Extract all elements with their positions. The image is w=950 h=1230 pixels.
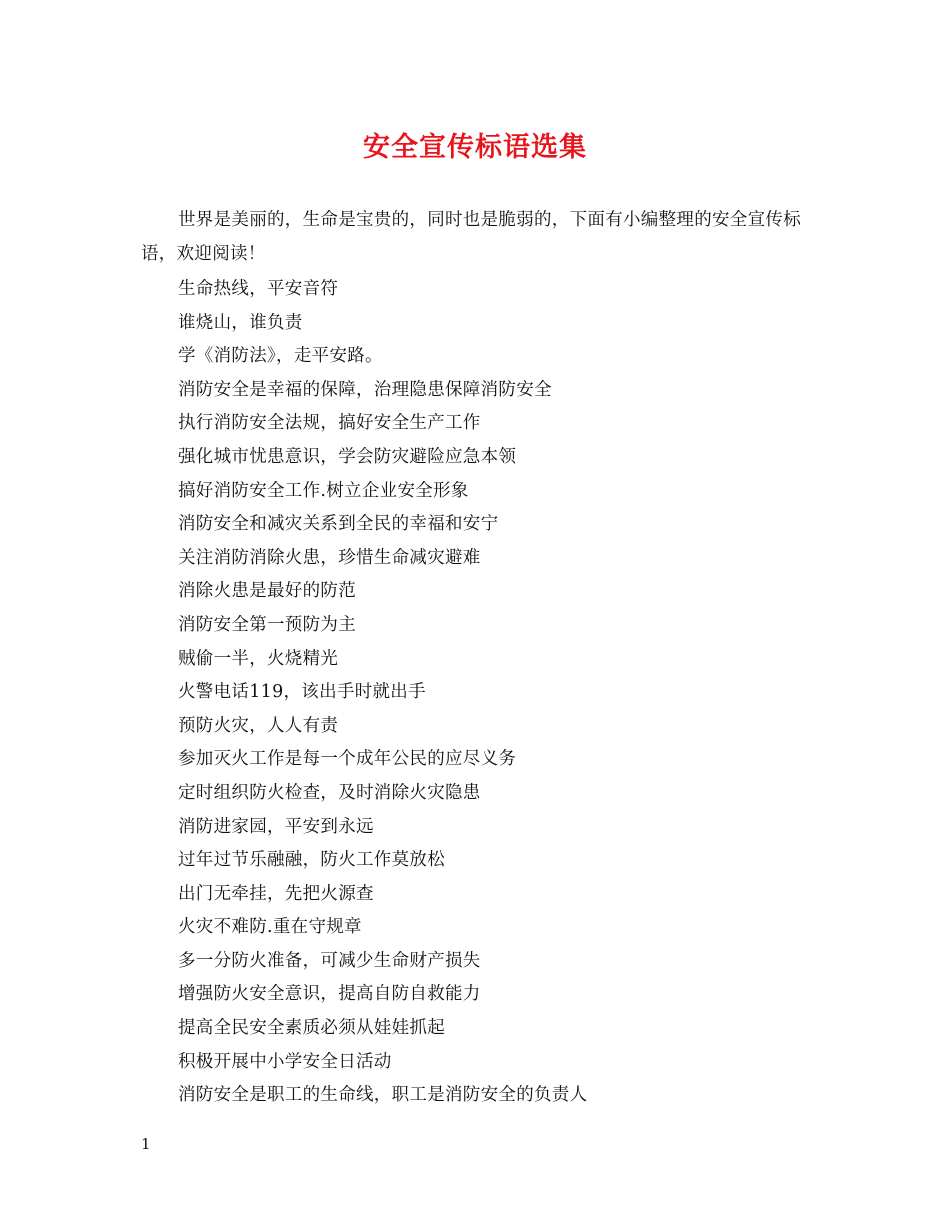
slogan-item: 多一分防火准备，可减少生命财产损失 (178, 950, 481, 971)
document-title: 安全宣传标语选集 (363, 132, 587, 163)
intro-paragraph: 世界是美丽的，生命是宝贵的，同时也是脆弱的，下面有小编整理的安全宣传标语，欢迎阅读！ (141, 210, 801, 264)
slogan-item: 提高全民安全素质必须从娃娃抓起 (178, 1018, 445, 1039)
slogan-item: 消防进家园，平安到永远 (178, 816, 374, 837)
slogan-item: 关注消防消除火患，珍惜生命减灾避难 (178, 547, 481, 568)
slogan-item: 贼偷一半，火烧精光 (178, 648, 339, 669)
slogan-item: 消防安全和减灾关系到全民的幸福和安宁 (178, 514, 499, 535)
slogan-item: 消除火患是最好的防范 (178, 581, 356, 602)
slogan-list (178, 273, 587, 1113)
slogan-item: 学《消防法》，走平安路。 (178, 346, 383, 367)
slogan-item: 消防安全是幸福的保障，治理隐患保障消防安全 (178, 379, 552, 400)
slogan-item: 定时组织防火检查，及时消除火灾隐患 (178, 782, 481, 803)
slogan-item: 消防安全是职工的生命线，职工是消防安全的负责人 (178, 1085, 588, 1106)
slogan-item: 预防火灾，人人有责 (178, 715, 339, 736)
slogan-item: 出门无牵挂，先把火源查 (178, 883, 374, 904)
slogan-item: 消防安全第一预防为主 (178, 614, 356, 635)
slogan-item: 执行消防安全法规，搞好安全生产工作 (178, 413, 481, 434)
slogan-item: 强化城市忧患意识，学会防灾避险应急本领 (178, 446, 517, 467)
slogan-item: 谁烧山，谁负责 (178, 312, 303, 333)
slogan-item: 搞好消防安全工作.树立企业安全形象 (178, 480, 469, 501)
slogan-item: 过年过节乐融融，防火工作莫放松 (178, 850, 445, 871)
slogan-item: 参加灭火工作是每一个成年公民的应尽义务 (178, 749, 517, 770)
slogan-item: 生命热线，平安音符 (178, 279, 339, 299)
slogan-item: 火灾不难防.重在守规章 (178, 917, 362, 938)
slogan-item: 积极开展中小学安全日活动 (178, 1051, 392, 1072)
page-number: 1 (141, 1135, 151, 1153)
slogan-item: 火警电话119，该出手时就出手 (178, 682, 426, 703)
slogan-item: 增强防火安全意识，提高自防自救能力 (178, 984, 481, 1005)
